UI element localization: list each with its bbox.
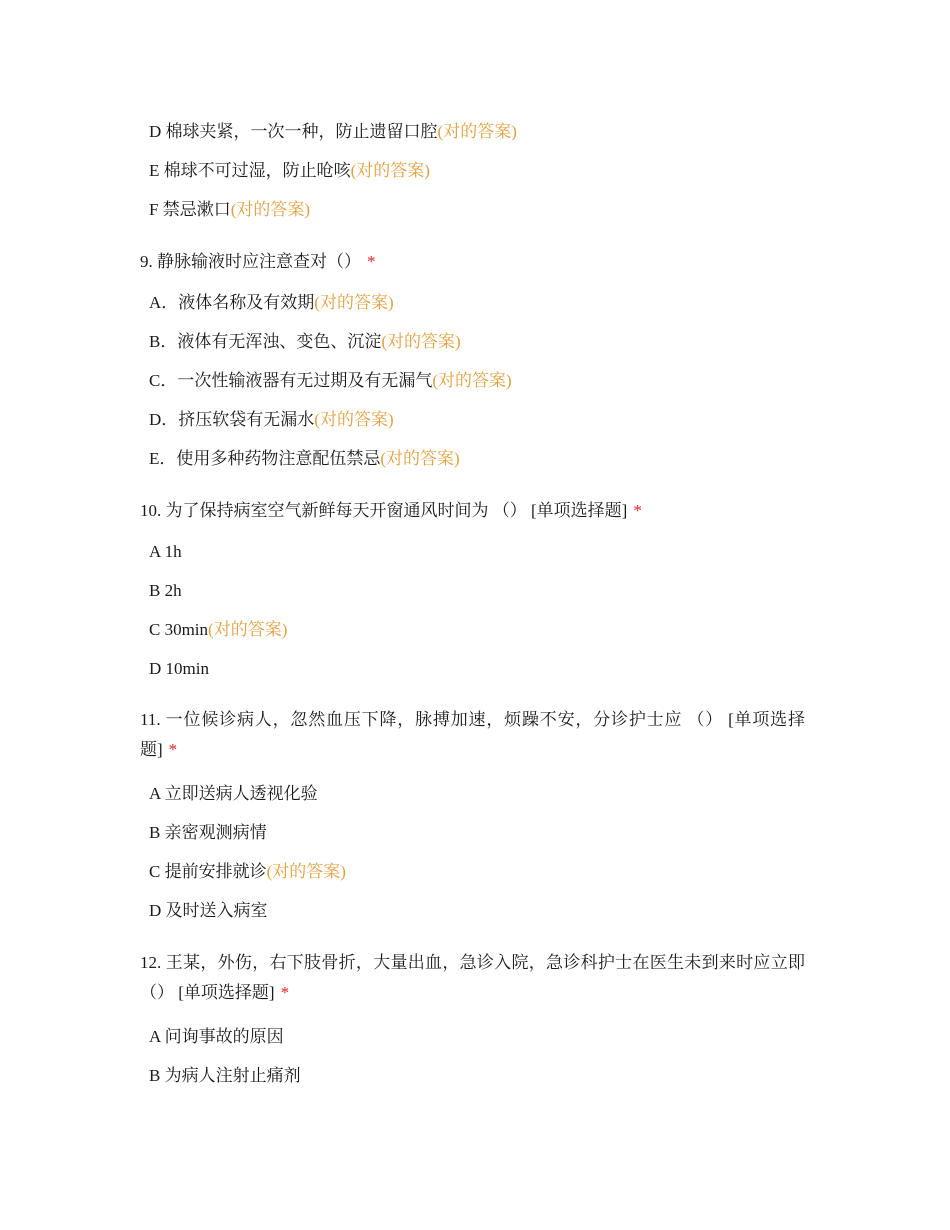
option-q8-e	[149, 158, 430, 184]
required-mark: *	[168, 740, 178, 759]
question-10-title	[140, 498, 642, 524]
option-text: E．使用多种药物注意配伍禁忌	[149, 449, 381, 468]
option-q11-d	[149, 898, 268, 924]
question-text: 12. 王某，外伤，右下肢骨折，大量出血，急诊入院，急诊科护士在医生未到来时应立即 （） [单项选择题]	[140, 953, 805, 1002]
question-11-title	[140, 705, 805, 765]
option-text: D 及时送入病室	[149, 901, 268, 920]
option-text: B 2h	[149, 581, 182, 600]
correct-answer-tag: (对的答案)	[208, 620, 288, 639]
option-text: B 为病人注射止痛剂	[149, 1066, 301, 1085]
correct-answer-tag: (对的答案)	[432, 371, 512, 390]
option-q8-d	[149, 119, 517, 145]
required-mark: *	[280, 983, 290, 1002]
option-q10-c	[149, 617, 287, 643]
question-12-title	[140, 948, 805, 1008]
option-q11-b	[149, 820, 267, 846]
option-q10-a	[149, 539, 182, 565]
correct-answer-tag: (对的答案)	[380, 449, 460, 468]
option-text: C 提前安排就诊	[149, 862, 267, 881]
option-text: E 棉球不可过湿，防止呛咳	[149, 161, 351, 180]
correct-answer-tag: (对的答案)	[314, 293, 394, 312]
correct-answer-tag: (对的答案)	[230, 200, 311, 219]
option-q12-b	[149, 1063, 301, 1089]
option-text: A．液体名称及有效期	[149, 293, 315, 312]
option-text: A 问询事故的原因	[149, 1027, 284, 1046]
option-q9-a	[149, 290, 394, 316]
option-q11-a	[149, 781, 318, 807]
correct-answer-tag: (对的答案)	[381, 332, 461, 351]
correct-answer-tag: (对的答案)	[350, 161, 430, 180]
option-text: D．挤压软袋有无漏水	[149, 410, 315, 429]
option-q8-f	[149, 197, 310, 223]
question-text: 11. 一位候诊病人，忽然血压下降，脉搏加速，烦躁不安，分诊护士应 （） [单项选择题]	[140, 710, 805, 759]
option-text: B．液体有无浑浊、变色、沉淀	[149, 332, 382, 351]
option-q9-d	[149, 407, 394, 433]
option-q10-b	[149, 578, 182, 604]
option-q11-c	[149, 859, 346, 885]
correct-answer-tag: (对的答案)	[266, 862, 346, 881]
option-q9-e	[149, 446, 460, 472]
option-text: B 亲密观测病情	[149, 823, 267, 842]
option-q10-d	[149, 656, 209, 682]
option-q9-c	[149, 368, 512, 394]
required-mark: *	[633, 501, 642, 520]
option-text: D 棉球夹紧，一次一种，防止遗留口腔	[149, 122, 438, 141]
option-q9-b	[149, 329, 461, 355]
option-text: A 立即送病人透视化验	[149, 784, 318, 803]
correct-answer-tag: (对的答案)	[314, 410, 394, 429]
required-mark: *	[367, 252, 376, 271]
option-text: D 10min	[149, 659, 209, 678]
option-text: A 1h	[149, 542, 182, 561]
option-q12-a	[149, 1024, 284, 1050]
option-text: C．一次性输液器有无过期及有无漏气	[149, 371, 433, 390]
correct-answer-tag: (对的答案)	[437, 122, 517, 141]
option-text: F 禁忌漱口	[149, 200, 231, 219]
question-text: 9. 静脉输液时应注意查对（）	[140, 252, 361, 271]
question-text: 10. 为了保持病室空气新鲜每天开窗通风时间为 （） [单项选择题]	[140, 501, 628, 520]
question-9-title	[140, 249, 376, 275]
option-text: C 30min	[149, 620, 209, 639]
